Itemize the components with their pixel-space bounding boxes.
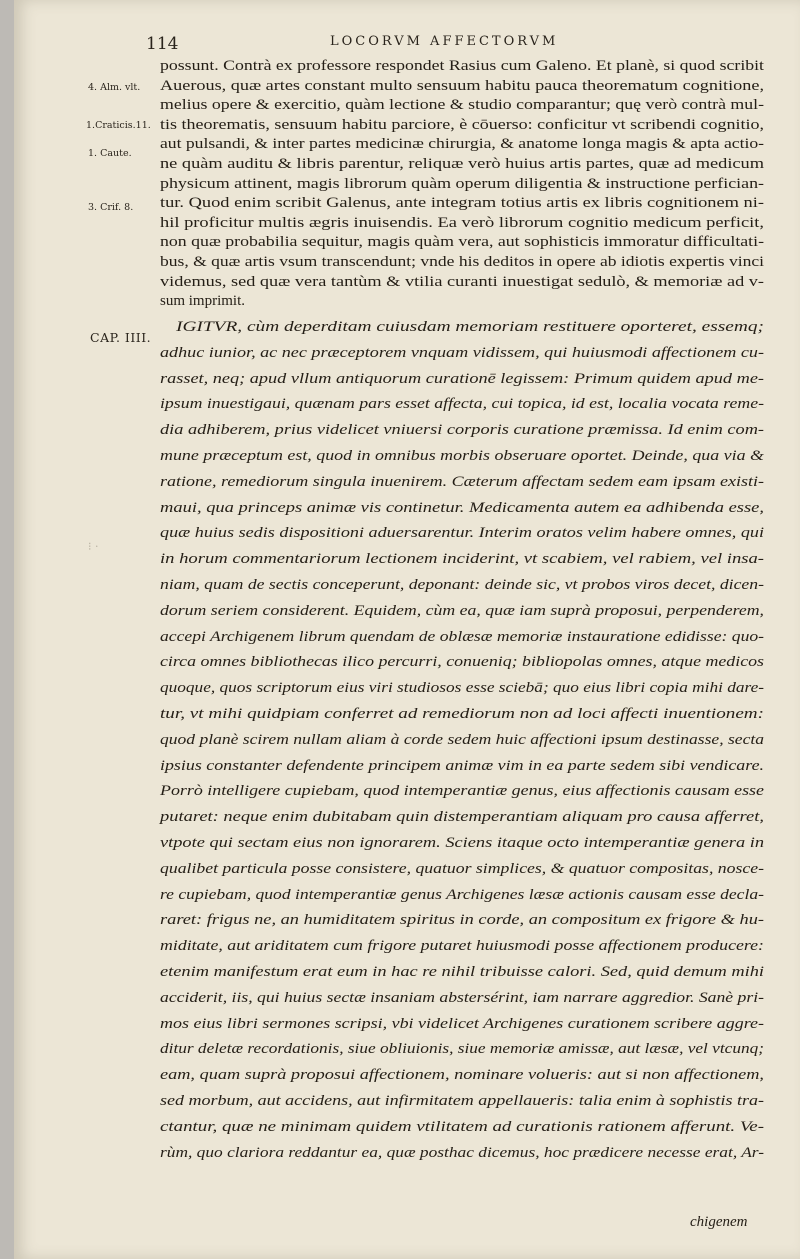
text-line: re cupiebam, quod intemperantiæ genus Archigenes læsæ actionis causam esse decla- — [160, 885, 764, 903]
text-line: miditate, aut ariditatem cum frigore putaret huiusmodi posse affectionem producere: — [160, 937, 764, 955]
text-line: melius opere & exercitio, quàm lectione & studio comparantur; quę verò contrà mul- — [160, 97, 764, 114]
text-line: raret: frigus ne, an humiditatem spiritus in corde, an compositum ex frigore & hu- — [160, 911, 764, 929]
text-line: Auerous, quæ artes constant multo sensuum habitu pauca theorematum cognitione, — [160, 77, 764, 94]
text-line: non quæ probabilia sequitur, magis quàm vera, aut sophisticis immoratur difficultati- — [160, 234, 764, 251]
text-line: niam, quam de sectis conceperunt, deponant: deinde sic, vt probos viros decet, dicen- — [160, 576, 764, 593]
margin-note: 1.Craticis.11. — [86, 120, 151, 131]
text-line: possunt. Contrà ex professore respondet Rasius cum Galeno. Et planè, si quod scribit — [160, 58, 764, 74]
text-line: maui, qua princeps animæ vis continetur. Medicamenta autem ea adhibenda esse, — [160, 498, 764, 516]
text-line: ne quàm auditu & libris parentur, reliquæ verò huius artis partes, quæ ad medicum — [160, 156, 764, 172]
page-number: 114 — [146, 34, 179, 54]
text-line: dia adhiberem, prius videlicet vniuersi corporis curatione præmissa. Id enim com- — [160, 421, 764, 439]
text-line: tis theorematis, sensuum habitu parciore, è cōuerso: conficitur vt scribendi cognitio, — [160, 116, 764, 133]
text-line: rasset, neq; apud vllum antiquorum curationē legissem: Primum quidem apud me- — [160, 369, 764, 387]
text-line: eam, quam suprà proposui affectionem, nominare volueris: aut si non affectionem, — [160, 1066, 764, 1084]
text-line: etenim manifestum erat eum in hac re nihil tribuisse calori. Sed, quid demum mihi — [160, 963, 764, 980]
text-line: ipsum inuestigaui, quænam pars esset affecta, cui topica, id est, localia vocata reme- — [160, 395, 764, 413]
chapter-heading: CAP. IIII. — [90, 330, 152, 345]
text-line: rùm, quo clariora reddantur ea, quæ posthac dicemus, hoc prædicere necesse erat, Ar- — [160, 1143, 764, 1161]
page-gutter — [0, 0, 14, 1259]
text-line: ratione, remediorum singula inuenirem. Cæterum affectam sedem eam ipsam existi- — [160, 472, 764, 490]
text-line: sed morbum, aut accidens, aut infirmitatem appellaueris: talia enim à sophistis tra- — [160, 1092, 764, 1109]
text-line: hil proficitur multis ægris inuisendis. Ea verò librorum cognitio medicum perficit, — [160, 214, 764, 231]
text-line: videmus, sed quæ vera tantùm & vtilia curanti inuestigat sedulò, & memoriæ ad v- — [160, 273, 764, 290]
text-line: circa omnes bibliothecas ilico percurri, conueniq; bibliopolas omnes, atque medicos — [160, 653, 764, 671]
text-line: ipsius constanter defendente principem animæ vim in ea parte sedem sibi vendicare. — [160, 756, 764, 774]
text-line: putaret: neque enim dubitabam quin distemperantiam aliquam pro causa afferret, — [160, 808, 764, 826]
text-line: ctantur, quæ ne minimam quidem vtilitatem ad curationis rationem afferunt. Ve- — [160, 1117, 764, 1135]
text-line: sum imprimit. — [160, 293, 246, 310]
catchword: chigenem — [690, 1214, 748, 1230]
text-line: accepi Archigenem librum quendam de oblæsæ memoriæ instauratione edidisse: quo- — [160, 627, 764, 645]
text-line: physicum attinent, magis librorum quàm operum diligentia & instructione perfician- — [160, 175, 764, 192]
text-line: dorum seriem considerent. Equidem, cùm ea, quæ iam suprà proposui, perpenderem, — [160, 601, 764, 619]
text-line: qualibet particula posse consistere, quatuor simplices, & quatuor compositas, nosce- — [160, 859, 764, 877]
margin-note: 4. Alm. vlt. — [88, 82, 141, 93]
text-line: ditur deletæ recordationis, siue obliuionis, siue memoriæ amissæ, aut læsæ, vel vtcunq; — [160, 1040, 764, 1058]
running-head: LOCORVM AFFECTORVM — [330, 34, 559, 49]
text-line: vtpote qui sectam eius non ignorarem. Sciens itaque octo intemperantiæ genera in — [160, 834, 764, 851]
text-line: mune præceptum est, quod in omnibus morbis obseruare oportet. Deinde, qua via & — [160, 447, 764, 464]
text-line: quæ huius sedis dispositioni aduersarentur. Interim oratos velim habere omnes, qui — [160, 524, 764, 542]
show-through-mark: ⁝ · — [88, 540, 99, 553]
text-line: mos eius libri sermones scripsi, vbi videlicet Archigenes curationem scribere aggre- — [160, 1014, 764, 1032]
text-line: IGITVR, cùm deperditam cuiusdam memoriam restituere oporteret, essemq; — [176, 318, 764, 335]
text-line: quod planè scirem nullam aliam à corde sedem huic affectioni ipsum destinasse, secta — [160, 730, 764, 748]
text-line: aut pulsandi, & inter partes medicinæ chirurgia, & anatome longa magis & apta actio- — [160, 136, 764, 153]
text-line: Porrò intelligere cupiebam, quod intemperantiæ genus, eius affectionis causam esse — [160, 782, 764, 800]
margin-note: 3. Crif. 8. — [88, 202, 134, 213]
text-line: tur. Quod enim scribit Galenus, ante integram totius artis ex libris cognitionem ni- — [160, 195, 764, 212]
text-line: quoque, quos scriptorum eius viri studiosos esse sciebā; quo eius libri copia mihi dare- — [160, 679, 764, 697]
text-line: acciderit, iis, qui huius sectæ insaniam abstersérint, iam narrare aggredior. Sanè pri- — [160, 988, 764, 1006]
text-line: bus, & quæ artis vsum transcendunt; vnde his deditos in opere ab idiotis expertis vinci — [160, 254, 764, 270]
margin-note: 1. Caute. — [88, 148, 132, 159]
text-line: tur, vt mihi quidpiam conferret ad remediorum non ad loci affecti inuentionem: — [160, 705, 764, 722]
text-line: in horum commentariorum lectionem inciderint, vt scabiem, vel rabiem, vel insa- — [160, 550, 764, 568]
text-line: adhuc iunior, ac nec præceptorem vnquam vidissem, qui huiusmodi affectionem cu- — [160, 343, 764, 361]
